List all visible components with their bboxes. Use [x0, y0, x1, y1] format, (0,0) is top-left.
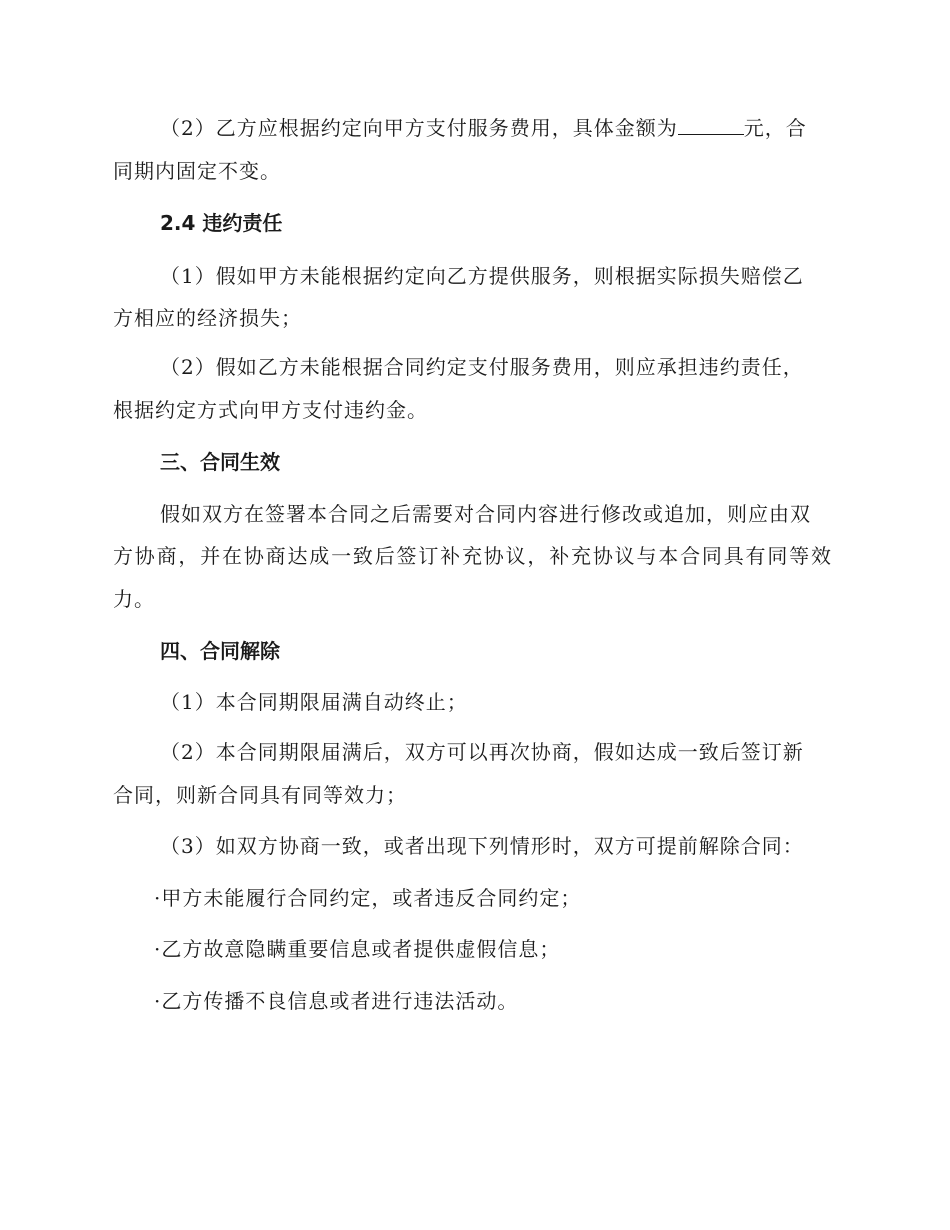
breach-item1-line1: （1）假如甲方未能根据约定向乙方提供服务，则根据实际损失赔偿乙 [160, 264, 804, 288]
fee-clause-unit: 元，合 [743, 116, 807, 140]
termination-item3: （3）如双方协商一致，或者出现下列情形时，双方可提前解除合同： [160, 834, 804, 858]
breach-item2-line1: （2）假如乙方未能根据合同约定支付服务费用，则应承担违约责任， [160, 355, 804, 379]
termination-bullet-2: ·乙方故意隐瞒重要信息或者提供虚假信息； [154, 937, 561, 961]
termination-item2-line1: （2）本合同期限届满后，双方可以再次协商，假如达成一致后签订新 [160, 740, 804, 764]
fee-clause-line2: 同期内固定不变。 [113, 159, 281, 183]
termination-item2-line2: 合同，则新合同具有同等效力； [113, 783, 407, 807]
breach-item1-line2: 方相应的经济损失； [113, 306, 302, 330]
section-heading-breach: 2.4 违约责任 [160, 211, 283, 235]
termination-item1: （1）本合同期限届满自动终止； [160, 690, 468, 714]
effect-para-line3: 力。 [113, 587, 155, 611]
section-heading-effect: 三、合同生效 [160, 450, 280, 474]
effect-para-line2: 方协商，并在协商达成一致后签订补充协议，补充协议与本合同具有同等效 [113, 544, 831, 568]
fee-clause-text: （2）乙方应根据约定向甲方支付服务费用，具体金额为 [160, 116, 678, 140]
termination-bullet-3: ·乙方传播不良信息或者进行违法活动。 [154, 989, 519, 1013]
termination-bullet-1: ·甲方未能履行合同约定，或者违反合同约定； [154, 886, 582, 910]
amount-blank [678, 116, 744, 135]
section-heading-termination: 四、合同解除 [160, 639, 280, 663]
effect-para-line1: 假如双方在签署本合同之后需要对合同内容进行修改或追加，则应由双 [160, 502, 811, 526]
fee-clause-line1 [160, 114, 807, 142]
breach-item2-line2: 根据约定方式向甲方支付违约金。 [113, 398, 428, 422]
